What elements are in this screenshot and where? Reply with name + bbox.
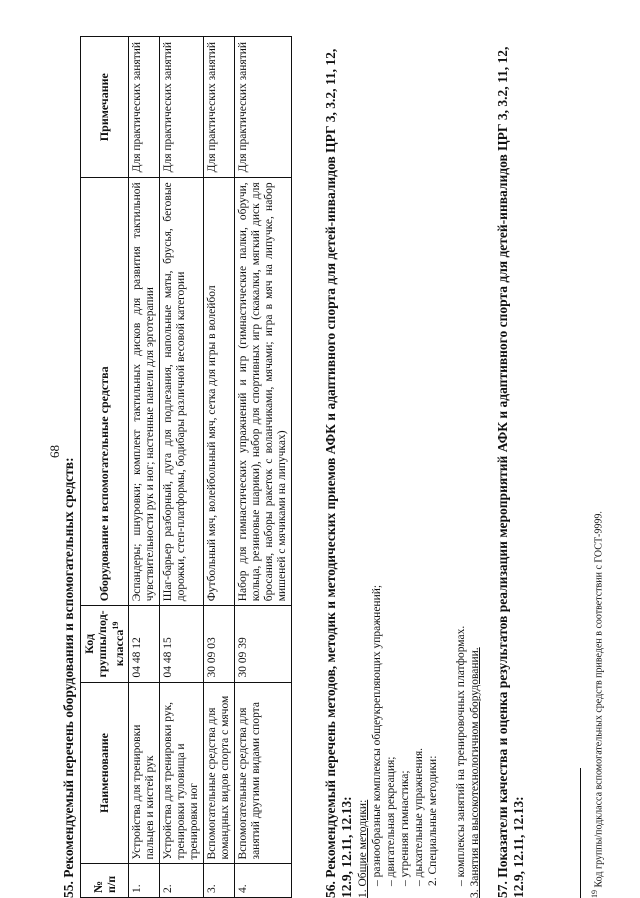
list-item: 2. Специальные методики:: [427, 755, 439, 886]
section-55-heading: 55. Рекомендуемый перечень оборудования и вспомогательных средств:: [61, 457, 76, 898]
list-item: – утренняя гимнастика;: [399, 770, 411, 886]
col-header-code: Код группы/под-класса$^{19}$: [81, 606, 129, 682]
section-56-heading: 56. Рекомендуемый перечень методов, методик и методических приемов АФК и адаптивного спорта для детей-инвалидов ЦРГ 3, 3.2, 11, 12, 12.9, 12.11, 12.13:: [323, 48, 354, 898]
table-row: 2. Устройства для тренировки рук, тренировки туловища и тренировки ног 04 48 15 Шаг-барьер разборный, дуга для подлезания, напольные маты, брусья, беговые дорожки, степ-платформы, бодибары различной весовой категории Для практических занятий: [160, 37, 204, 898]
col-header-num: № п/п: [81, 864, 129, 898]
col-header-note: Примечание: [81, 37, 129, 178]
footnote: $^{19}$ Код группы/подкласса вспомогательных средств приведен в соответствии с ГОСТ-9999.: [590, 511, 605, 898]
table-row: 1. Устройства для тренировки пальцев и кистей рук 04 48 12 Эспандеры; шнуровки; комплект тактильных дисков для развития тактильной чувствительности рук и ног; настенные панели для эрготерапии Для практических занятий: [129, 37, 160, 898]
list-item: – разнообразные комплексы общеукрепляющих упражнений;: [371, 584, 383, 886]
hightech-classes-label: 3. Занятия на высокотехнологичном оборудовании.: [469, 647, 481, 898]
col-header-equipment: Оборудование и вспомогательные средства: [81, 178, 129, 606]
table-row: 4. Вспомогательные средства для занятий другими видами спорта 30 09 39 Набор для гимнастических упражнений и игр (гимнастические палки, обручи, кольца, резиновые шарики), набор для спортивных игр (скакалки, мягкий диск для бросания, наборы ракеток с воланчиками, мячами; игра в мяч на липучке, набор мишеней с мячиками на липучках) Для практических занятий: [235, 37, 292, 898]
table-header-row: [81, 37, 129, 898]
general-methods-label: 1. Общие методики:: [357, 799, 369, 898]
list-item: – двигательная рекреация;: [385, 756, 397, 886]
table-row: 3. Вспомогательные средства для командных видов спорта с мячом 30 09 03 Футбольный мяч, волейбольный мяч, сетка для игры в волейбол Для практических занятий: [204, 37, 235, 898]
footnote-divider: [580, 768, 581, 898]
page-number: 68: [47, 445, 62, 458]
section-57-heading: 57. Показатели качества и оценка результатов реализации мероприятий АФК и адаптивного спорта для детей-инвалидов ЦРГ 3, 3.2, 11, 12, 12.9, 12.11, 12.13:: [495, 46, 526, 898]
list-item: – дыхательные упражнения.: [413, 747, 425, 886]
col-header-name: Наименование: [81, 682, 129, 864]
list-item: – комплексы занятий на тренировочных платформах.: [455, 625, 467, 886]
equipment-table: [80, 36, 292, 898]
